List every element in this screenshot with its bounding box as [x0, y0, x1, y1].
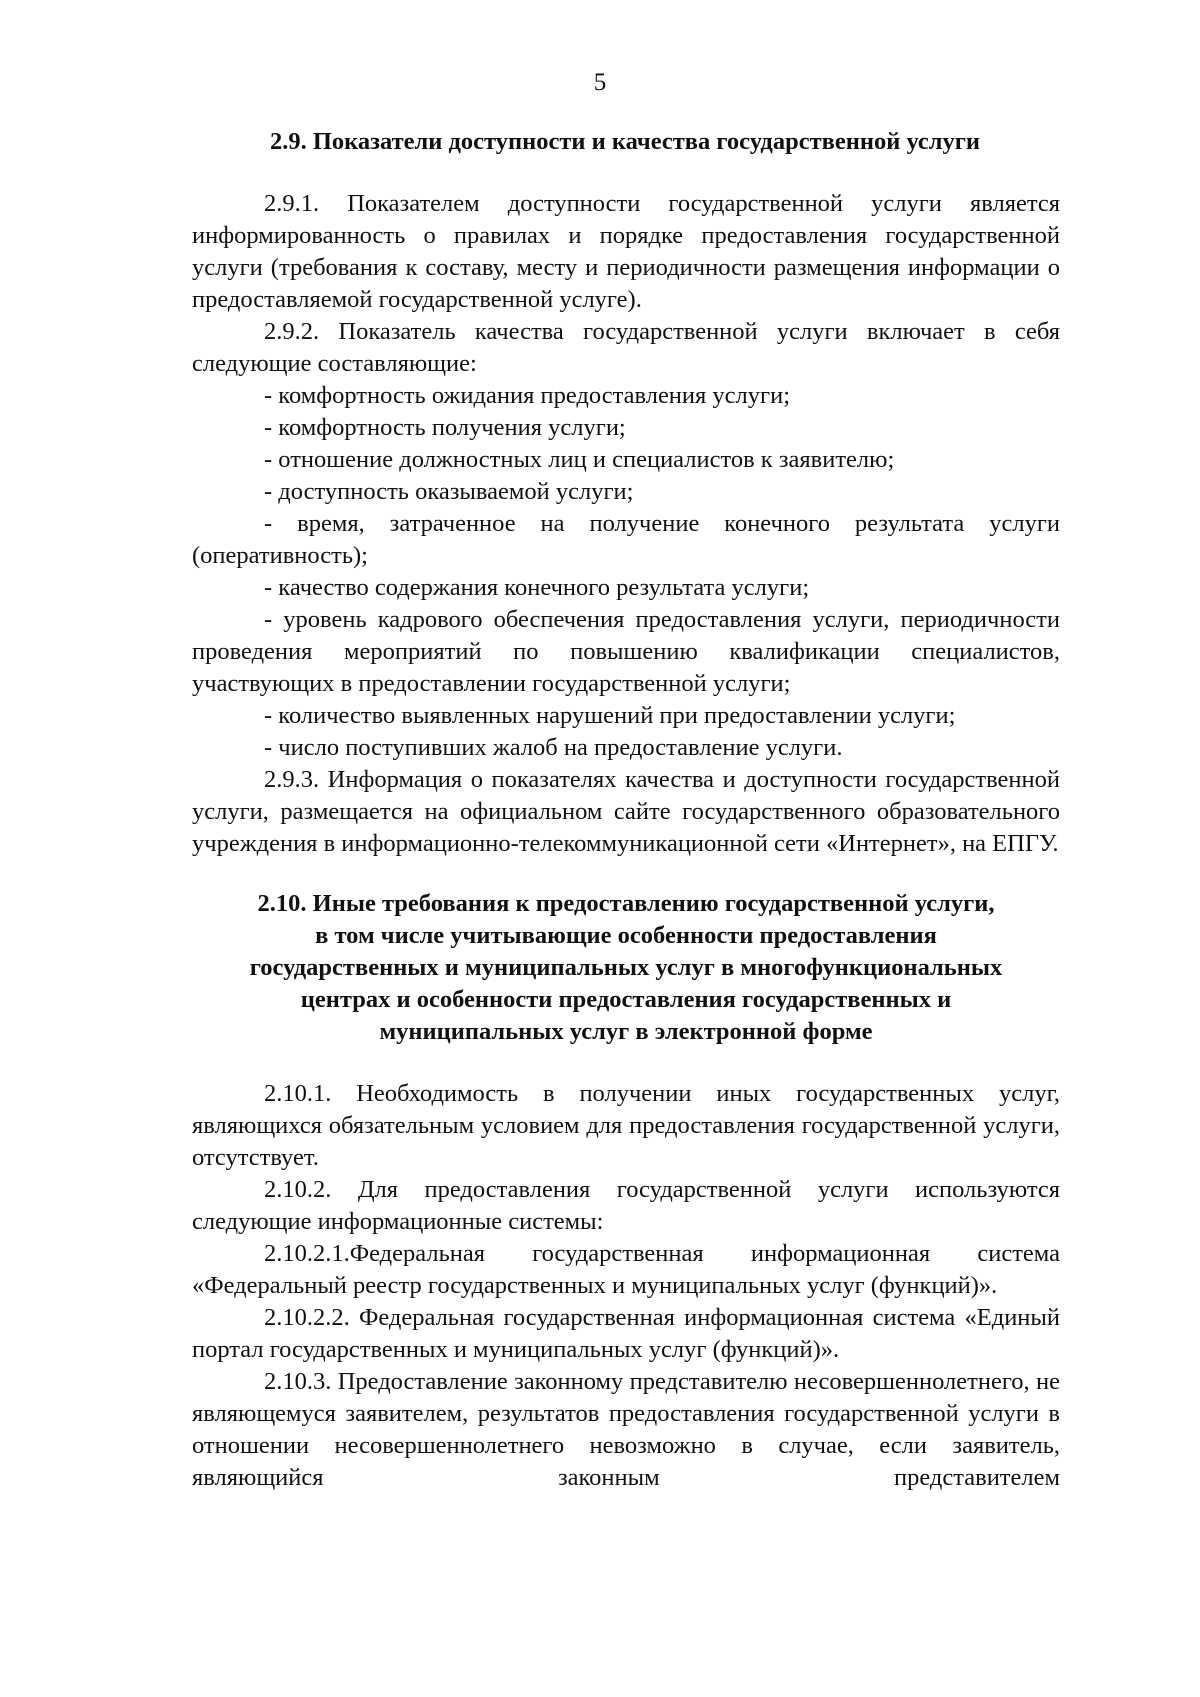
paragraph-2-9-3: 2.9.3. Информация о показателях качества и доступности государственной услуги, размещается на официальном сайте государственного образовательного учреждения в информационно-телекоммуникационной сети «Интернет», на ЕПГУ. [192, 766, 1060, 857]
paragraph-2-10-2-1: 2.10.2.1.Федеральная государственная информационная система «Федеральный реестр государственных и муниципальных услуг (функций)». [192, 1240, 1060, 1299]
list-item: - время, затраченное на получение конечного результата услуги (оперативность); [192, 510, 1060, 569]
paragraph-2-9-2: 2.9.2. Показатель качества государственной услуги включает в себя следующие составляющие: [192, 318, 1060, 377]
section-2-10-title-line: центрах и особенности предоставления государственных и [300, 986, 952, 1013]
paragraph-2-10-3: 2.10.3. Предоставление законному представителю несовершеннолетнего, не являющемуся заявителем, результатов предоставления государственной услуги в отношении несовершеннолетнего невозможно в случае, если заявитель, являющийся законным представителем [192, 1368, 1060, 1491]
section-2-10-title-line: муниципальных услуг в электронной форме [379, 1018, 873, 1045]
section-2-9-title: 2.9. Показатели доступности и качества государственной услуги [270, 128, 981, 155]
list-item: - качество содержания конечного результата услуги; [264, 574, 810, 601]
list-item: - доступность оказываемой услуги; [264, 478, 634, 505]
paragraph-2-9-1: 2.9.1. Показателем доступности государственной услуги является информированность о правилах и порядке предоставления государственной услуги (требования к составу, месту и периодичности размещения информации о предоставляемой государственной услуге). [192, 190, 1060, 313]
section-2-10-title-line: 2.10. Иные требования к предоставлению государственной услуги, [257, 890, 995, 917]
list-item: - комфортность ожидания предоставления услуги; [264, 382, 790, 409]
paragraph-2-10-1: 2.10.1. Необходимость в получении иных государственных услуг, являющихся обязательным условием для предоставления государственной услуги, отсутствует. [192, 1080, 1060, 1171]
section-2-10-title [192, 888, 1060, 1048]
section-2-10-title-line: в том числе учитывающие особенности предоставления [315, 922, 937, 949]
list-item: - количество выявленных нарушений при предоставлении услуги; [264, 702, 956, 729]
page-number: 5 [593, 69, 607, 96]
list-item: - уровень кадрового обеспечения предоставления услуги, периодичности проведения мероприятий по повышению квалификации специалистов, участвующих в предоставлении государственной услуги; [192, 606, 1060, 697]
section-2-10-title-line: государственных и муниципальных услуг в многофункциональных [249, 954, 1003, 981]
list-item: - комфортность получения услуги; [264, 414, 626, 441]
paragraph-2-10-2: 2.10.2. Для предоставления государственной услуги используются следующие информационные системы: [192, 1176, 1060, 1235]
document-body [192, 126, 1060, 1494]
list-item: - число поступивших жалоб на предоставление услуги. [264, 734, 843, 761]
paragraph-2-10-2-2: 2.10.2.2. Федеральная государственная информационная система «Единый портал государственных и муниципальных услуг (функций)». [192, 1304, 1060, 1363]
list-item: - отношение должностных лиц и специалистов к заявителю; [264, 446, 895, 473]
